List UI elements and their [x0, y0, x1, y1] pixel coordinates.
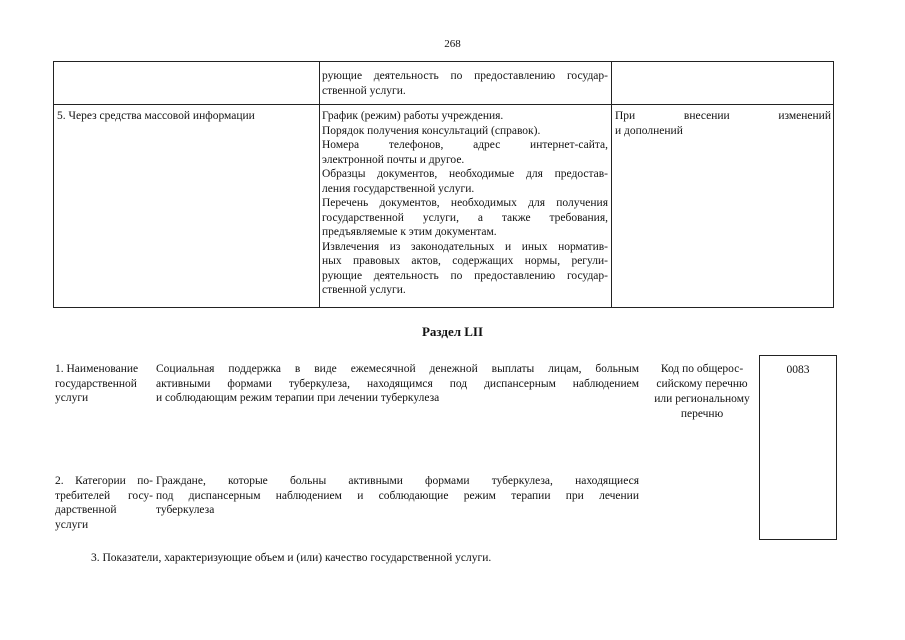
service-name-label [55, 362, 155, 406]
text-line: туберкулеза [156, 504, 215, 516]
text-line: требителей госу- [55, 489, 153, 502]
continuation-cell [322, 69, 608, 98]
table-column-divider [319, 61, 320, 308]
text-line: и соблюдающим режим терапии при лечении туберкулеза [156, 392, 440, 404]
text-line: дарственной [55, 504, 117, 516]
text-line: Граждане, которые больны активными формами туберкулеза, находящиеся [156, 475, 639, 487]
text-line: График (режим) работы учреждения. [322, 110, 504, 122]
table-border-bottom [53, 307, 834, 308]
consumer-category-label [55, 474, 153, 532]
page-number: 268 [444, 38, 461, 50]
section-title: Раздел LII [421, 324, 484, 339]
table-border-top [53, 61, 834, 62]
content-cell [322, 109, 608, 298]
text-line: 2. Категории по- [55, 475, 153, 487]
text-line: рующие деятельность по предоставлению государ- [322, 269, 608, 282]
registry-code-box [759, 355, 837, 540]
text-line: под диспансерным наблюдением и соблюдающие режим терапии при лечении [156, 489, 639, 502]
text-line: государственной [55, 377, 137, 390]
text-line: Код по общерос- [660, 363, 744, 375]
table-border-left [53, 61, 54, 308]
table-row-divider [53, 104, 834, 105]
consumer-category-value [156, 474, 639, 518]
text-line: ственной услуги. [322, 284, 406, 296]
text-line: услуги [55, 392, 89, 404]
text-line: активными формами туберкулеза, находящимся под диспансерным наблюдением [156, 377, 639, 390]
text-line: перечню [680, 408, 724, 420]
text-line: услуги [55, 518, 89, 531]
info-methods-table [53, 61, 834, 308]
service-name-value [156, 362, 639, 406]
indicators-heading: 3. Показатели, характеризующие объем и (или) качество государственной услуги. [91, 552, 492, 564]
text-line: и дополнений [615, 124, 683, 137]
text-line: Извлечения из законодательных и иных норматив- [322, 240, 608, 253]
text-line: Порядок получения консультаций (справок). [322, 124, 541, 137]
text-line: сийскому перечню [656, 378, 748, 390]
text-line: или региональному [654, 393, 750, 405]
table-border-right [833, 61, 834, 308]
text-line: государственной услуги, а также требования, [322, 211, 608, 224]
text-line: рующие деятельность по предоставлению государ- [322, 70, 608, 82]
text-line: электронной почты и другое. [322, 153, 465, 166]
text-line: Социальная поддержка в виде ежемесячной денежной выплаты лицам, больным [156, 363, 639, 375]
method-cell: 5. Через средства массовой информации [57, 110, 255, 122]
update-frequency-cell [615, 109, 831, 138]
text-line: При внесении изменений [615, 110, 831, 122]
text-line: Образцы документов, необходимые для предостав- [322, 168, 608, 180]
registry-code-label [646, 362, 758, 422]
text-line: 1. Наименование [55, 363, 139, 375]
text-line: Перечень документов, необходимых для получения [322, 197, 608, 209]
text-line: ных правовых актов, содержащих нормы, регули- [322, 255, 608, 267]
text-line: ственной услуги. [322, 84, 406, 97]
text-line: предъявляемые к этим документам. [322, 226, 497, 238]
registry-code-value: 0083 [786, 364, 810, 376]
text-line: Номера телефонов, адрес интернет-сайта, [322, 139, 608, 151]
table-column-divider [611, 61, 612, 308]
text-line: ления государственной услуги. [322, 182, 475, 195]
